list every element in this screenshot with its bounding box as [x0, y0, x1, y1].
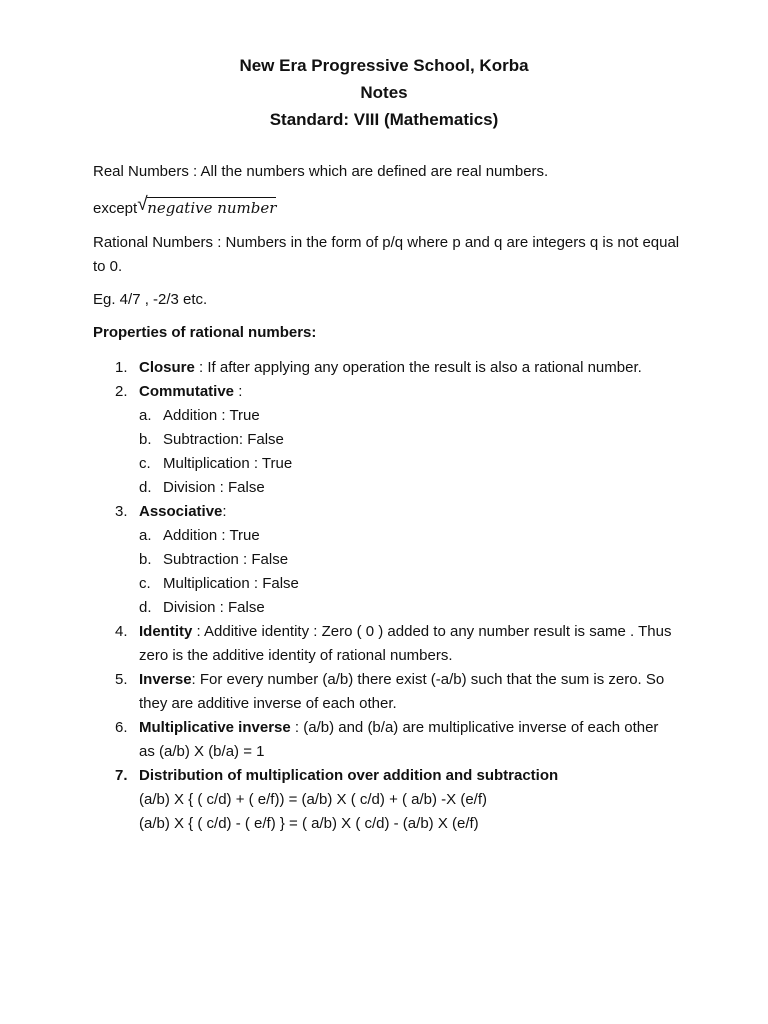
property-text: : If after applying any operation the result is also a rational number. [194, 359, 642, 376]
document-header [0, 52, 768, 133]
property-associative [115, 500, 675, 620]
list-number: 2. [115, 383, 128, 400]
document-type: Notes [360, 83, 408, 102]
subitem-text: Division : False [163, 479, 265, 496]
rational-numbers-definition: Rational Numbers : Numbers in the form of p/q where p and q are integers q is not equal to 0. [93, 234, 680, 275]
real-numbers-definition: Real Numbers : All the numbers which are defined are real numbers. [93, 163, 549, 180]
property-text: : For every number (a/b) there exist (-a/b) such that the sum is zero. So they are additive inverse of each other. [139, 671, 665, 712]
property-title: Identity [139, 623, 193, 640]
list-number: 6. [115, 719, 128, 736]
distribution-formula-addition: (a/b) X { ( c/d) + ( e/f)) = (a/b) X ( c/d) + ( a/b) -X (e/f) [139, 791, 488, 808]
list-letter: d. [139, 479, 152, 496]
list-number: 3. [115, 503, 128, 520]
real-numbers-exception [93, 196, 683, 221]
list-number: 7. [115, 767, 128, 784]
list-number: 1. [115, 359, 128, 376]
subitem-text: Subtraction: False [163, 431, 284, 448]
list-letter: c. [139, 575, 151, 592]
subitem-text: Division : False [163, 599, 265, 616]
property-text: : (a/b) and (b/a) are multiplicative inverse of each other as (a/b) X (b/a) = 1 [139, 719, 659, 760]
property-inverse [115, 668, 675, 716]
standard-title: Standard: VIII (Mathematics) [269, 110, 499, 129]
property-closure [115, 356, 675, 380]
distribution-formula-subtraction: (a/b) X { ( c/d) - ( e/f) } = ( a/b) X ( c/d) - (a/b) X (e/f) [139, 815, 479, 832]
list-number: 5. [115, 671, 128, 688]
list-item [139, 404, 675, 428]
property-text: : [222, 503, 227, 520]
list-item [139, 572, 675, 596]
properties-heading: Properties of rational numbers: [93, 324, 317, 341]
subitem-text: Multiplication : False [163, 575, 299, 592]
list-item [139, 548, 675, 572]
property-title: Multiplicative inverse [139, 719, 291, 736]
list-letter: d. [139, 599, 152, 616]
sqrt-expression [137, 196, 276, 221]
school-name: New Era Progressive School, Korba [239, 56, 529, 75]
rational-numbers-example: Eg. 4/7 , -2/3 etc. [93, 291, 208, 308]
list-letter: b. [139, 551, 152, 568]
property-title: Closure [139, 359, 195, 376]
negative-number-formula: negative number [147, 199, 277, 217]
property-multiplicative-inverse [115, 716, 675, 764]
property-text: : Additive identity : Zero ( 0 ) added to any number result is same . Thus zero is the additive identity of rational numbers. [139, 623, 672, 664]
list-letter: b. [139, 431, 152, 448]
property-title: Commutative [139, 383, 235, 400]
except-label: except [93, 200, 138, 217]
subitem-text: Subtraction : False [163, 551, 289, 568]
property-title: Associative [139, 503, 223, 520]
property-text: : [234, 383, 243, 400]
list-number: 4. [115, 623, 128, 640]
subitem-text: Addition : True [163, 407, 260, 424]
sqrt-icon: √ [137, 194, 148, 215]
list-letter: a. [139, 407, 152, 424]
list-item [139, 452, 675, 476]
list-item [139, 476, 675, 500]
list-item [139, 524, 675, 548]
list-item [139, 596, 675, 620]
subitem-text: Addition : True [163, 527, 260, 544]
property-identity [115, 620, 675, 668]
subitem-text: Multiplication : True [163, 455, 293, 472]
properties-list [115, 356, 675, 836]
property-commutative [115, 380, 675, 500]
list-letter: c. [139, 455, 151, 472]
property-title: Inverse [139, 671, 192, 688]
property-title: Distribution of multiplication over addition and subtraction [139, 767, 559, 784]
list-letter: a. [139, 527, 152, 544]
property-distribution [115, 764, 675, 836]
list-item [139, 428, 675, 452]
